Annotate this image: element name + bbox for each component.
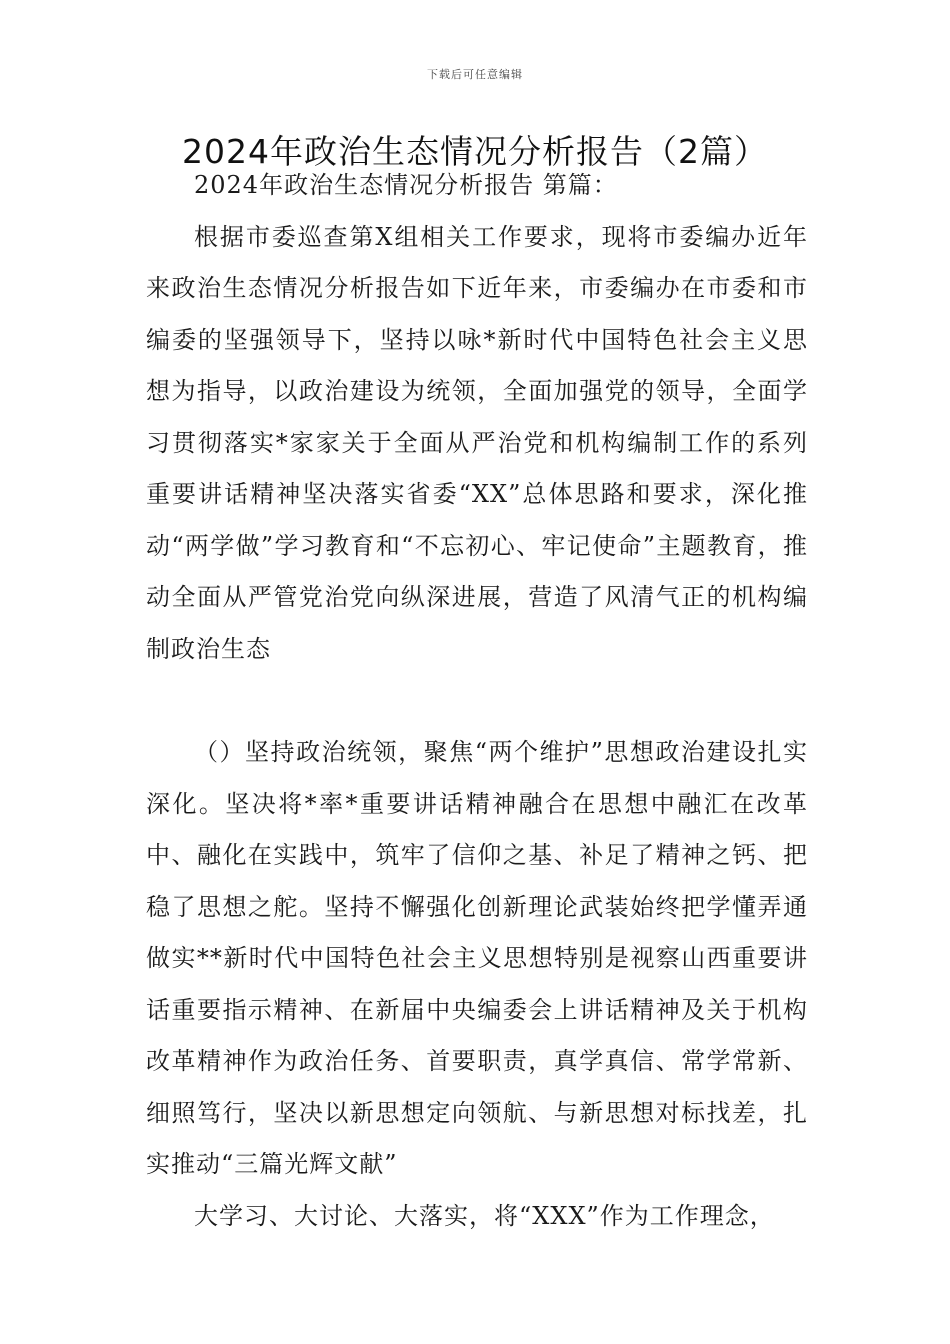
document-body [146,160,808,1242]
document-subtitle: 2024年政治生态情况分析报告 第篇： [194,171,618,199]
document-title: 2024年政治生态情况分析报告（2篇） [182,132,768,171]
header-note: 下载后可任意编辑 [427,68,523,81]
paragraph-intro: 根据市委巡查第X组相关工作要求，现将市委编办近年来政治生态情况分析报告如下近年来，市委编办在市委和市编委的坚强领导下，坚持以咏*新时代中国特色社会主义思想为指导，以政治建设为统领，全面加强党的领导，全面学习贯彻落实*家家关于全面从严治党和机构编制工作的系列重要讲话精神坚决落实省委“XX”总体思路和要求，深化推动“两学做”学习教育和“不忘初心、牢记使命”主题教育，推动全面从严管党治党向纵深进展，营造了风清气正的机构编制政治生态 [146,222,808,663]
paragraph-continued: 大学习、大讨论、大落实，将“XXX”作为工作理念， [194,1201,775,1230]
paragraph-section-1: （）坚持政治统领，聚焦“两个维护”思想政治建设扎实深化。坚决将*率*重要讲话精神融合在思想中融汇在改革中、融化在实践中，筑牢了信仰之基、补足了精神之钙、把稳了思想之舵。坚持不懈强化创新理论武装始终把学懂弄通做实**新时代中国特色社会主义思想特别是视察山西重要讲话重要指示精神、在新届中央编委会上讲话精神及关于机构改革精神作为政治任务、首要职责，真学真信、常学常新、细照笃行，坚决以新思想定向领航、与新思想对标找差，扎实推动“三篇光辉文献” [146,738,808,1178]
